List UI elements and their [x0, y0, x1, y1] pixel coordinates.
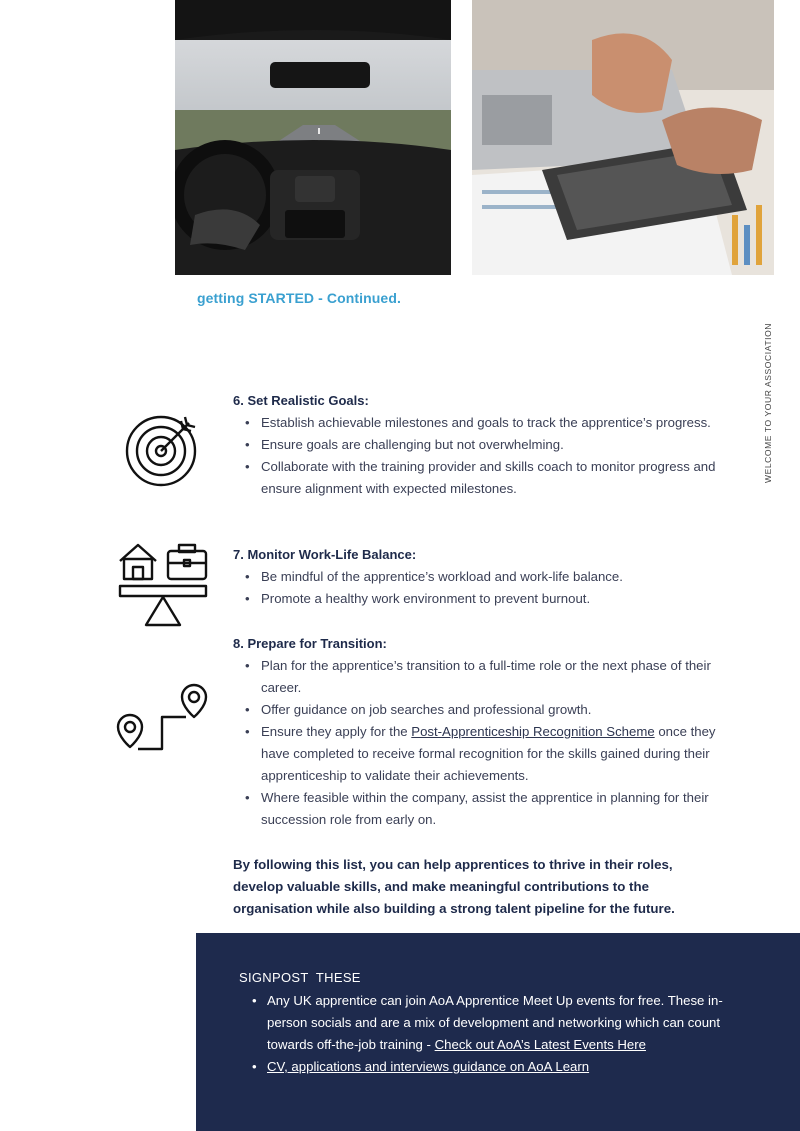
section-heading: 7. Monitor Work-Life Balance: — [233, 547, 417, 562]
section-prepare-transition — [233, 633, 723, 831]
list-item: • Offer guidance on job searches and professional growth. — [233, 699, 723, 721]
section-work-life-balance — [233, 544, 723, 610]
list-item: • Where feasible within the company, assist the apprentice in planning for their succession role from early on. — [233, 787, 723, 831]
calculator-photo — [472, 0, 774, 275]
car-dashboard-photo — [175, 0, 451, 275]
list-item — [239, 990, 759, 1056]
work-life-balance-icon — [116, 541, 210, 634]
list-item: • Ensure goals are challenging but not overwhelming. — [233, 434, 723, 456]
signpost-panel — [196, 933, 800, 1131]
route-pins-icon — [116, 683, 210, 758]
list-item: • Plan for the apprentice’s transition to a full-time role or the next phase of their career. — [233, 655, 723, 699]
list-item: • Collaborate with the training provider and skills coach to monitor progress and ensure alignment with expected milestones. — [233, 456, 723, 500]
section-title: getting STARTED - Continued. — [197, 290, 401, 306]
recognition-scheme-link[interactable]: Post-Apprenticeship Recognition Scheme — [411, 724, 655, 739]
closing-paragraph: By following this list, you can help apprentices to thrive in their roles, develop valuable skills, and make meaningful contributions to the organisation while also building a strong talent pipeline for the future. — [233, 857, 675, 916]
section-heading: 6. Set Realistic Goals: — [233, 393, 369, 408]
section-heading: 8. Prepare for Transition: — [233, 636, 387, 651]
section-set-goals — [233, 390, 723, 500]
target-icon — [125, 413, 201, 494]
list-item — [239, 1056, 759, 1078]
aoa-learn-link[interactable]: CV, applications and interviews guidance on AoA Learn — [267, 1059, 590, 1074]
signpost-heading: SIGNPOST THESE — [239, 970, 361, 985]
list-item: • Promote a healthy work environment to prevent burnout. — [233, 588, 723, 610]
side-label: WELCOME TO YOUR ASSOCIATION — [763, 322, 773, 484]
list-item-text: Ensure they apply for the — [261, 724, 412, 739]
list-item-text: once they have completed to receive formal recognition for the skills gained during their apprenticeship to validate their achievements. — [261, 724, 716, 783]
list-item: • Be mindful of the apprentice’s workload and work-life balance. — [233, 566, 723, 588]
list-item-text: Any UK apprentice can join AoA Apprentice Meet Up events for free. These in-person socials and are a mix of development and networking which can count towards off-the-job training - — [267, 993, 723, 1052]
events-link[interactable]: Check out AoA’s Latest Events Here — [434, 1037, 646, 1052]
list-item: • Establish achievable milestones and goals to track the apprentice’s progress. — [233, 412, 723, 434]
list-item — [233, 721, 723, 787]
